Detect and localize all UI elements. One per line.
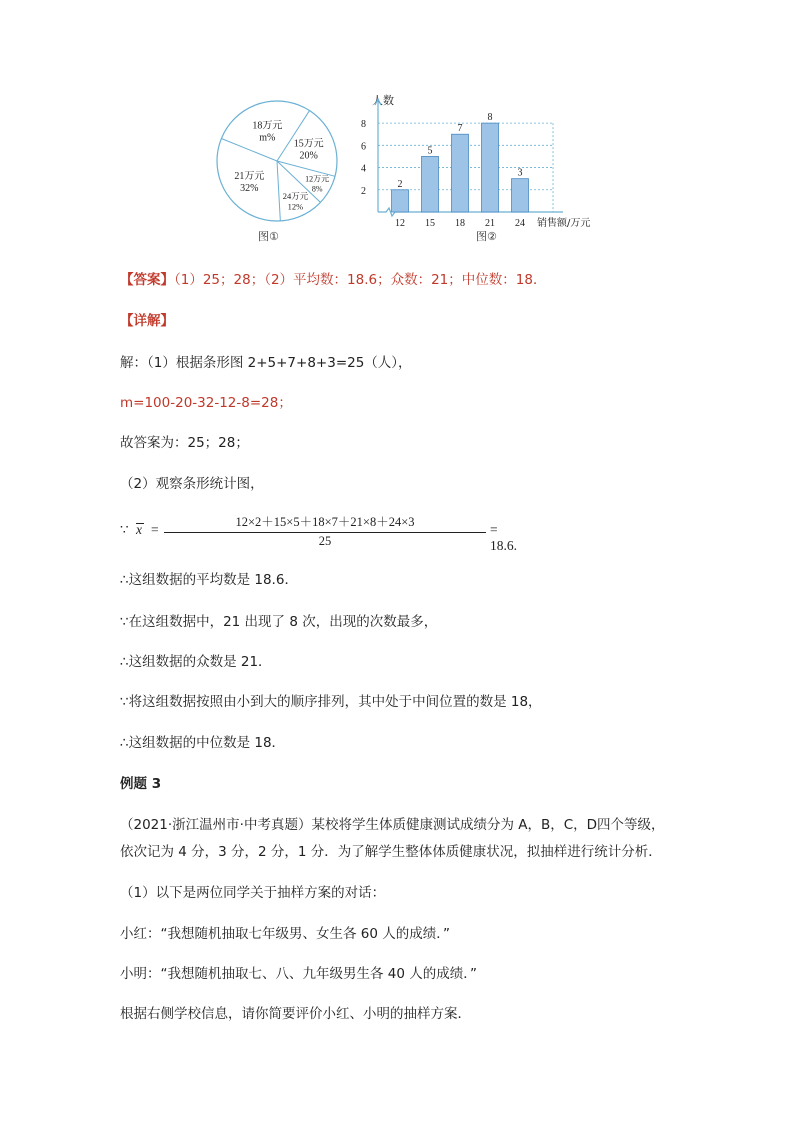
formula-numerator: 12×2＋15×5＋18×7＋21×8＋24×3 <box>235 515 415 529</box>
y-axis-label: 人数 <box>372 94 394 107</box>
y-tick-label: 4 <box>361 163 366 175</box>
example-line-3: （1）以下是两位同学关于抽样方案的对话： <box>120 885 386 901</box>
y-tick-label: 6 <box>361 141 366 153</box>
pie-slice-label: 21万元 <box>234 170 265 182</box>
bar <box>422 156 439 212</box>
detail-line-2: m=100-20-32-12-8=28； <box>120 395 292 411</box>
bar-value-label: 8 <box>487 112 493 124</box>
bar-value-label: 5 <box>427 145 433 157</box>
pie-slice-label: 15万元 <box>293 138 324 150</box>
figures-area <box>200 92 600 252</box>
example-line-2: 依次记为 4 分，3 分，2 分，1 分．为了解学生整体体质健康状况，拟抽样进行统计分析． <box>120 844 662 860</box>
detail-line-4: （2）观察条形统计图， <box>120 476 264 492</box>
bar-value-label: 3 <box>517 167 523 179</box>
pie-caption: 图① <box>258 230 279 243</box>
bar-value-label: 7 <box>457 123 463 135</box>
x-tick-label: 12 <box>395 218 405 229</box>
bar <box>392 190 409 212</box>
bar <box>512 179 529 212</box>
detail-line-5: ∴这组数据的平均数是 18.6． <box>120 572 298 588</box>
answer-tag: 【答案】 <box>120 272 174 288</box>
example-line-4: 小红：“我想随机抽取七年级男、女生各 60 人的成绩．” <box>120 926 450 942</box>
detail-line-7: ∴这组数据的众数是 21． <box>120 654 272 670</box>
because-symbol: ∵ <box>120 522 129 537</box>
fraction-bar <box>164 532 486 533</box>
detail-line-8: ∵将这组数据按照由小到大的顺序排列，其中处于中间位置的数是 18， <box>120 694 542 710</box>
example-line-5: 小明：“我想随机抽取七、八、九年级男生各 40 人的成绩．” <box>120 966 477 982</box>
y-tick-label: 2 <box>361 185 366 197</box>
answer-line <box>120 270 546 290</box>
bar <box>452 134 469 212</box>
pie-slice-label: 18万元 <box>252 120 283 132</box>
detail-line-9: ∴这组数据的中位数是 18． <box>120 735 286 751</box>
pie-slice-percent: 12% <box>287 201 304 212</box>
pie-slice-percent: 20% <box>299 150 318 162</box>
pie-slice-percent: 8% <box>311 184 323 194</box>
formula-denominator: 25 <box>318 534 332 548</box>
bar <box>482 123 499 212</box>
pie-chart <box>212 96 342 226</box>
x-tick-label: 15 <box>425 218 435 229</box>
x-tick-label: 24 <box>515 218 525 229</box>
bar-value-label: 2 <box>397 178 403 190</box>
bar-chart <box>350 92 590 242</box>
pie-slice-label: 12万元 <box>305 174 330 184</box>
x-tick-label: 18 <box>455 218 465 229</box>
x-tick-label: 21 <box>485 218 495 229</box>
example-line-6: 根据右侧学校信息，请你简要评价小红、小明的抽样方案． <box>120 1006 471 1022</box>
detail-line-3: 故答案为：25；28； <box>120 435 249 451</box>
x-axis-label: 销售额/万元 <box>537 218 590 229</box>
pie-slice-percent: m% <box>259 132 276 144</box>
example-line-1: （2021·浙江温州市·中考真题）某校将学生体质健康测试成绩分为 A，B，C，D四个等级， <box>120 817 665 833</box>
equals-sign: = <box>151 522 159 537</box>
pie-slice-label: 24万元 <box>282 190 309 201</box>
detail-line-6: ∵在这组数据中，21 出现了 8 次，出现的次数最多， <box>120 614 438 630</box>
formula-result: = 18.6. <box>490 522 517 553</box>
y-tick-label: 8 <box>361 119 366 131</box>
mean-symbol: x <box>136 522 142 537</box>
pie-slice-percent: 32% <box>240 182 259 194</box>
bar-caption: 图② <box>476 230 497 243</box>
answer-text: （1）25；28；（2）平均数：18.6；众数：21；中位数：18． <box>174 272 547 288</box>
detail-tag: 【详解】 <box>120 313 174 329</box>
detail-line-1: 解：（1）根据条形图 2+5+7+8+3=25（人）， <box>120 355 412 371</box>
mean-formula <box>120 512 517 553</box>
example-title: 例题 3 <box>120 776 162 792</box>
